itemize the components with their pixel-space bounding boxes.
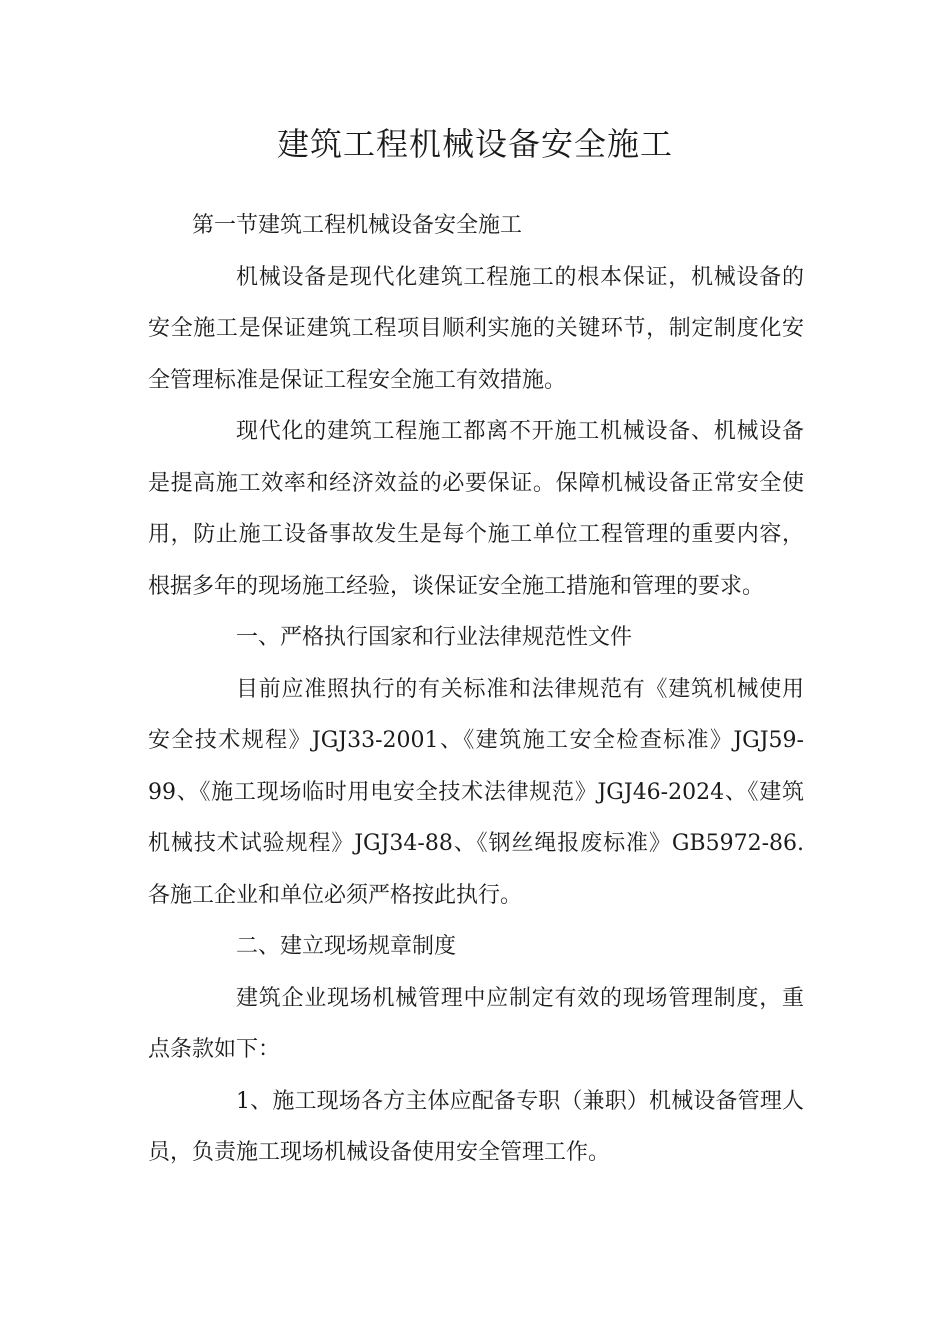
subheading-site-rules: 二、建立现场规章制度 [236, 934, 457, 959]
paragraph-intro: 机械设备是现代化建筑工程施工的根本保证，机械设备的安全施工是保证建筑工程项目顺利实施的关键环节，制定制度化安全管理标准是保证工程安全施工有效措施。 [148, 264, 804, 393]
paragraph-item-1: 1、施工现场各方主体应配备专职（兼职）机械设备管理人员，负责施工现场机械设备使用安全管理工作。 [148, 1088, 804, 1165]
section-heading: 第一节建筑工程机械设备安全施工 [192, 213, 523, 238]
paragraph-modernization: 现代化的建筑工程施工都离不开施工机械设备、机械设备是提高施工效率和经济效益的必要保证。保障机械设备正常安全使用，防止施工设备事故发生是每个施工单位工程管理的重要内容，根据多年的现场施工经验，谈保证安全施工措施和管理的要求。 [148, 419, 804, 599]
paragraph-site-management: 建筑企业现场机械管理中应制定有效的现场管理制度，重点条款如下： [148, 985, 804, 1062]
document-body [148, 200, 804, 1179]
document-title: 建筑工程机械设备安全施工 [276, 125, 673, 163]
paragraph-standards: 目前应准照执行的有关标准和法律规范有《建筑机械使用安全技术规程》JGJ33-2001、《建筑施工安全检查标准》JGJ59-99、《施工现场临时用电安全技术法律规范》JGJ46-2024、《建筑机械技术试验规程》JGJ34-88、《钢丝绳报废标准》GB5972-86.各施工企业和单位必须严格按此执行。 [148, 676, 804, 908]
subheading-regulations: 一、严格执行国家和行业法律规范性文件 [236, 625, 633, 650]
